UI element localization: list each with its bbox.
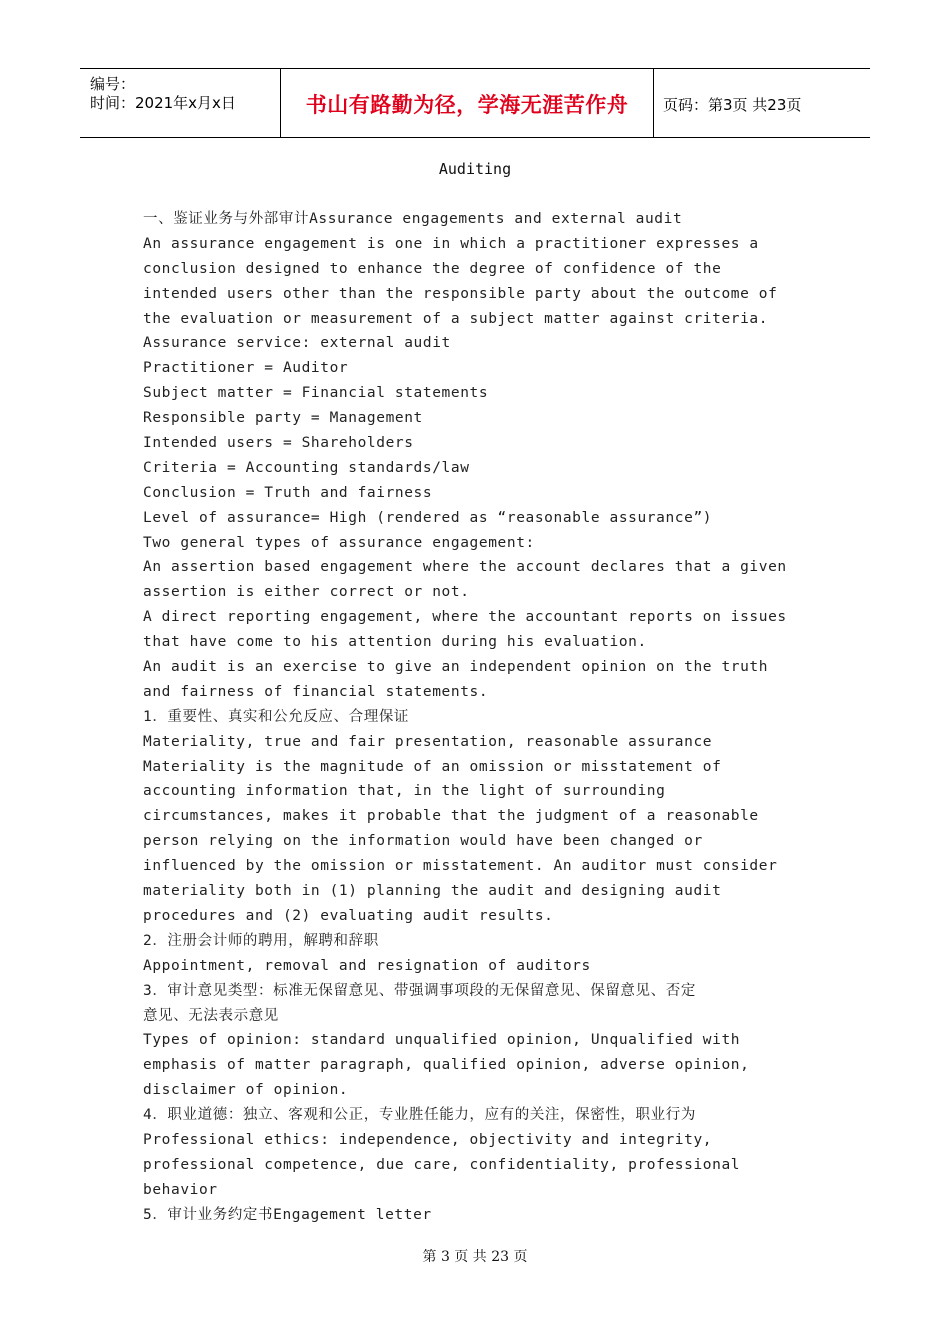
body-line: Assurance service: external audit [143,335,451,352]
body-line: Appointment, removal and resignation of auditors [143,957,591,974]
body-line: An audit is an exercise to give an independent opinion on the truth [143,659,769,676]
body-line: Professional ethics: independence, objectivity and integrity, [143,1131,713,1148]
body-line: conclusion designed to enhance the degree of confidence of the [143,260,722,277]
body-line: procedures and (2) evaluating audit results. [143,907,554,924]
body-line: 2．注册会计师的聘用，解聘和辞职 [143,932,379,949]
body-line: Practitioner = Auditor [143,360,349,377]
header-page-label: 页码：第3页 共23页 [663,96,802,114]
header-page-cell [654,69,870,137]
header-left-cell [80,69,281,137]
date-label: 时间：2021年x月x日 [90,94,236,112]
body-line: An assertion based engagement where the account declares that a given [143,559,787,576]
page-footer: 第 3 页 共 23 页 [422,1249,528,1265]
body-line: Intended users = Shareholders [143,435,414,452]
body-line: professional competence, due care, confidentiality, professional [143,1156,741,1173]
document-body [143,207,843,1228]
body-line: behavior [143,1181,218,1198]
body-line: Level of assurance= High (rendered as “reasonable assurance”) [143,509,713,526]
body-line: Responsible party = Management [143,410,423,427]
body-line: person relying on the information would have been changed or [143,833,703,850]
body-line: Two general types of assurance engagement: [143,534,535,551]
body-line: An assurance engagement is one in which a practitioner expresses a [143,235,759,252]
document-number-label: 编号： [90,75,136,93]
body-line: Conclusion = Truth and fairness [143,484,433,501]
body-line: 4．职业道德：独立、客观和公正，专业胜任能力，应有的关注，保密性，职业行为 [143,1107,696,1124]
body-line: 3．审计意见类型：标准无保留意见、带强调事项段的无保留意见、保留意见、否定 [143,982,696,999]
body-line: disclaimer of opinion. [143,1082,349,1099]
body-line: 一、鉴证业务与外部审计Assurance engagements and external audit [143,211,683,227]
body-line: 5．审计业务约定书Engagement letter [143,1206,432,1223]
body-line: A direct reporting engagement, where the accountant reports on issues [143,609,787,626]
body-line: influenced by the omission or misstatement. An auditor must consider [143,858,778,875]
header-motto-cell [281,69,654,137]
body-line: assertion is either correct or not. [143,584,470,601]
body-line: Types of opinion: standard unqualified opinion, Unqualified with [143,1032,741,1049]
body-line: Materiality, true and fair presentation, reasonable assurance [143,733,713,750]
body-line: emphasis of matter paragraph, qualified opinion, adverse opinion, [143,1057,750,1074]
header-motto: 书山有路勤为径，学海无涯苦作舟 [305,93,629,117]
body-line: circumstances, makes it probable that the judgment of a reasonable [143,808,759,825]
body-line: that have come to his attention during his evaluation. [143,634,647,651]
body-line: 意见、无法表示意见 [143,1007,279,1024]
body-line: materiality both in (1) planning the audit and designing audit [143,883,722,900]
body-line: the evaluation or measurement of a subject matter against criteria. [143,310,769,327]
body-line: 1．重要性、真实和公允反应、合理保证 [143,708,410,725]
body-line: Criteria = Accounting standards/law [143,459,470,476]
body-line: accounting information that, in the light of surrounding [143,783,666,800]
body-line: Subject matter = Financial statements [143,385,489,402]
body-line: and fairness of financial statements. [143,683,489,700]
body-line: Materiality is the magnitude of an omission or misstatement of [143,758,722,775]
body-line: intended users other than the responsible party about the outcome of [143,285,778,302]
document-title: Auditing [438,160,512,178]
header-table [80,68,870,138]
